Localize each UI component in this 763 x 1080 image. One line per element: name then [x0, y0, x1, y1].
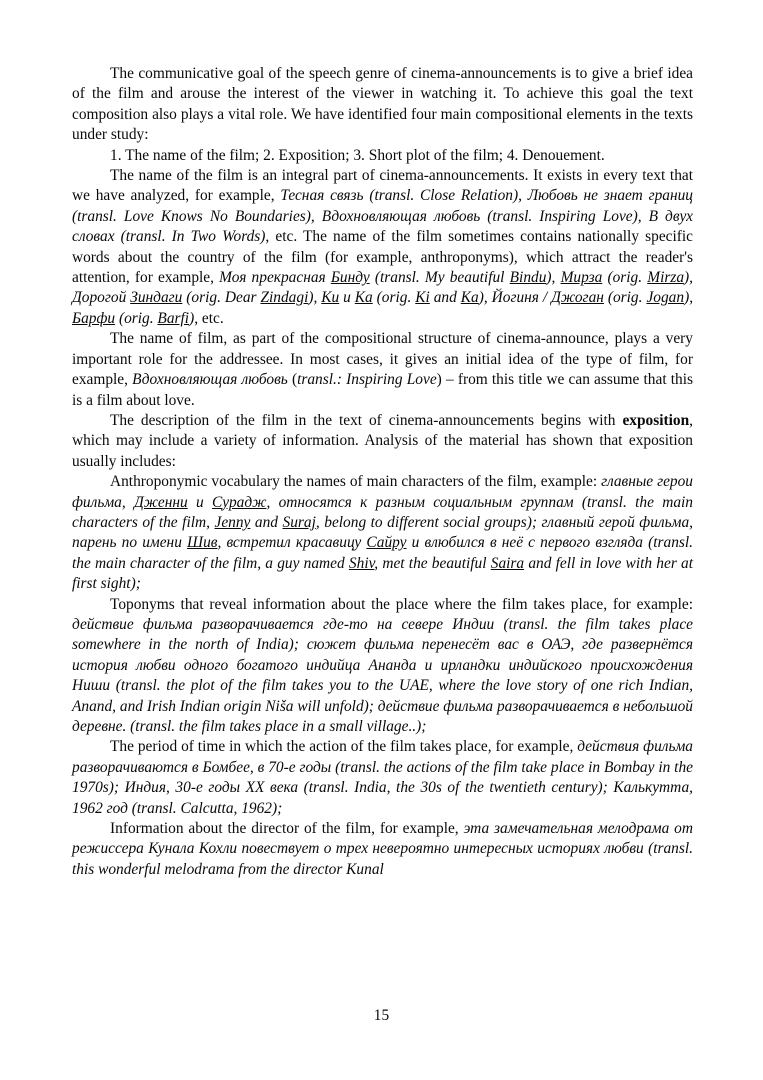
text-run: Ki	[415, 289, 430, 307]
text-run: The description of the film in the text of cinema-announcements begins with	[110, 411, 623, 429]
text-run: (orig.	[603, 289, 647, 307]
text-run: Shiv	[348, 554, 375, 572]
text-run: Bindu	[509, 269, 547, 287]
page-number: 15	[373, 1007, 390, 1024]
text-run: , belong to different social groups); главный герой фильма, парень по имени	[72, 513, 693, 552]
text-run: Suraj	[282, 513, 316, 531]
text-run: , относятся к разным социальным группам (transl. the main characters of the film,	[72, 493, 693, 531]
text-run: , etc.	[194, 309, 224, 327]
text-run: Jogan	[646, 289, 685, 307]
text-run: и	[339, 289, 355, 307]
text-run: Дженни	[134, 493, 188, 511]
text-run: Бинду	[330, 269, 370, 287]
text-run: The name of film, as part of the compositional structure of cinema-announce, plays a very important role for the addressee. In most cases, it gives an initial idea of the type of film, for example,	[72, 330, 693, 389]
text-run: Тесная связь (transl. Close Relation), Любовь не знает границ (transl. Love Knows No Boundaries), Вдохновляющая любовь (transl. Inspiring Love), В двух словах (transl. In Two Words)	[72, 187, 693, 246]
paragraph	[72, 329, 693, 411]
text-run: )	[189, 309, 195, 327]
text-run: Ки	[321, 289, 340, 307]
text-run: , etc. The name of the film sometimes contains nationally specific words about the country of the film (for example, anthroponyms), which attract the reader's attention, for example,	[72, 228, 693, 287]
text-run: 1. The name of the film; 2. Exposition; 3. Short plot of the film; 4. Denouement.	[110, 146, 605, 164]
text-run: , met the beautiful	[374, 554, 491, 572]
text-run: (	[287, 371, 298, 389]
paragraph	[72, 411, 693, 472]
text-run: , which may include a variety of information. Analysis of the material has shown that exposition usually includes:	[72, 411, 693, 470]
text-run: Barfi	[157, 309, 190, 327]
paragraph	[72, 737, 693, 819]
text-run: Сурадж	[212, 493, 267, 511]
text-run: and	[429, 289, 461, 307]
text-run: ), Дорогой	[72, 269, 694, 307]
text-run: The period of time in which the action of the film takes place, for example,	[110, 738, 578, 756]
text-run: и влюбился в неё с первого взгляда (transl. the main character of the film, a guy named	[72, 534, 694, 572]
text-run: Ka	[460, 289, 479, 307]
text-run: Anthroponymic vocabulary the names of main characters of the film, example:	[110, 473, 602, 491]
text-run: и	[187, 493, 213, 511]
text-run: ), Йогиня /	[478, 289, 552, 307]
paragraph	[72, 595, 693, 738]
text-run: (orig.	[602, 269, 648, 287]
text-run: ),	[308, 289, 322, 307]
text-run: Toponyms that reveal information about the place where the film takes place, for example:	[110, 595, 693, 613]
text-run: действия фильма разворачиваются в Бомбее, в 70-е годы (transl. the actions of the film take place in Bombay in the 1970s); Индия, 30-е годы XX века (transl. India, the 30s of the twentieth century); Калькутта, 1962 год (transl. Calcutta, 1962);	[72, 738, 693, 817]
text-run: Mirza	[647, 269, 685, 287]
text-run: (orig. Dear	[182, 289, 261, 307]
text-run: transl.: Inspiring Love	[297, 371, 437, 389]
text-run: Jenny	[214, 513, 251, 531]
paragraph	[72, 472, 693, 594]
text-run: Saira	[490, 554, 525, 572]
paragraph	[72, 166, 693, 329]
text-run: ) – from this title we can assume that this is a film about love.	[72, 371, 694, 409]
text-run: Zindagi	[260, 289, 309, 307]
text-run: Information about the director of the film, for example,	[110, 820, 464, 838]
text-run: and fell in love with her at first sight);	[72, 554, 693, 593]
text-run: Сайру	[366, 534, 407, 552]
text-run: The communicative goal of the speech genre of cinema-announcements is to give a brief idea of the film and arouse the interest of the viewer in watching it. To achieve this goal the text composition also plays a vital role. We have identified four main compositional elements in the texts under study:	[72, 65, 693, 144]
text-run: Шив	[187, 534, 218, 552]
text-run: , встретил красавицу	[217, 534, 367, 552]
text-run: (transl. My beautiful	[369, 269, 510, 287]
text-run: The name of the film is an integral part of cinema-announcements. It exists in every text that we have analyzed, for example,	[72, 167, 693, 205]
text-run: Мирза	[560, 269, 603, 287]
paragraph	[72, 64, 693, 146]
paragraph	[72, 819, 693, 880]
text-run: (orig.	[372, 289, 416, 307]
text-run: Вдохновляющая любовь	[132, 371, 288, 389]
text-run: Зиндаги	[130, 289, 183, 307]
text-run: Джоган	[551, 289, 604, 307]
text-run: ),	[684, 289, 694, 307]
text-run: Ка	[354, 289, 373, 307]
text-run: ),	[546, 269, 561, 287]
text-run: (orig.	[115, 309, 158, 327]
page-body	[72, 64, 693, 880]
paragraph	[72, 146, 693, 166]
text-run: exposition	[622, 411, 690, 429]
text-run: and	[250, 513, 283, 531]
text-run: Барфи	[72, 309, 116, 327]
text-run: Моя прекрасная	[219, 269, 331, 287]
text-run: главные герои фильма,	[72, 473, 693, 511]
text-run: эта замечательная мелодрама от режиссера Кунала Кохли повествует о трех невероятно интересных историях любви (transl. this wonderful melodrama from the director Kunal	[72, 820, 693, 878]
text-run: действие фильма разворачивается где-то на севере Индии (transl. the film takes place somewhere in the north of India); сюжет фильма перенесёт вас в ОАЭ, где развернётся история любви одного богатого индийца Ананда и ирландки индийского происхождения Ниши (transl. the plot of the film takes you to the UAE, where the love story of one rich Indian, Anand, and Irish Indian origin Niša will unfold); действие фильма разворачивается в небольшой деревне. (transl. the film takes place in a small village..);	[72, 615, 693, 735]
